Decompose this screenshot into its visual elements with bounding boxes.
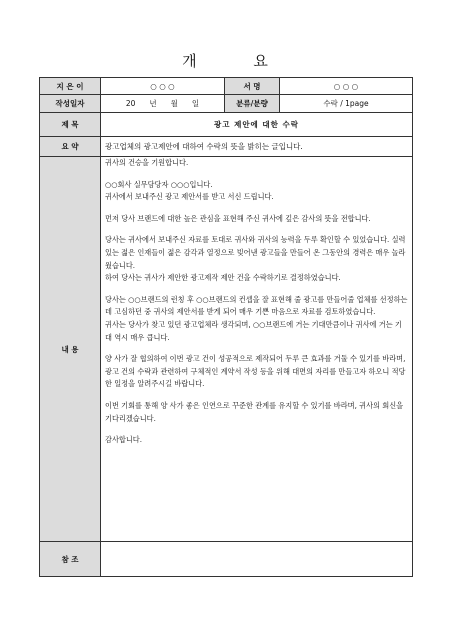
row-reference: [40, 542, 413, 577]
signature-label: 서 명: [225, 78, 280, 95]
date-year-unit: 년: [149, 99, 157, 108]
signature-value: ○ ○ ○: [280, 78, 413, 95]
row-date: [40, 95, 413, 113]
reference-value: [101, 542, 413, 577]
author-value: ○ ○ ○: [101, 78, 225, 95]
date-year: 20: [125, 99, 136, 108]
content-paragraph: 먼저 당사 브랜드에 대한 높은 관심을 표현해 주신 귀사에 깊은 감사의 뜻을 전합니다.: [105, 213, 371, 223]
summary-form-table: [39, 77, 413, 577]
content-label: 내 용: [40, 157, 101, 542]
category-value: 수락 / 1page: [280, 95, 413, 113]
content-paragraph: 귀사의 건승을 기원합니다.: [105, 158, 189, 167]
content-body: [101, 157, 413, 542]
date-day-unit: 일: [191, 99, 200, 108]
row-author: [40, 78, 413, 95]
subject-label: 제 목: [40, 113, 101, 137]
reference-label: 참 조: [40, 542, 101, 577]
category-label: 분류/분량: [225, 95, 280, 113]
content-paragraph: 당사는 귀사에서 보내주신 자료를 토대로 귀사와 귀사의 능력을 두루 확인할 수 있었습니다. 실력 있는 젊은 인재들이 젊은 감각과 열정으로 빚어낸 광고들을 만들어 온 그동안의 경력은 매우 놀라웠습니다. 하여 당사는 귀사가 제안한 광고제작 제안 건을 수락하기로 결정하였습니다.: [105, 235, 406, 283]
row-subject: [40, 113, 413, 137]
date-value: [101, 95, 225, 113]
author-label: 지 은 이: [40, 78, 101, 95]
summary-label: 요 약: [40, 137, 101, 157]
date-month-unit: 월: [170, 99, 178, 108]
content-paragraph: 감사합니다.: [105, 435, 143, 445]
document-title: 개 요: [182, 52, 294, 70]
summary-value: 광고업체의 광고제안에 대하여 수락의 뜻을 밝히는 글입니다.: [101, 137, 413, 157]
content-paragraph: 당사는 ○○브랜드의 런칭 후 ○○브랜드의 컨셉을 잘 표현해 줄 광고를 만들어줄 업체를 선정하는데 고심하던 중 귀사의 제안서를 받게 되어 매우 기쁜 마음으로 자료를 검토하였습니다. 귀사는 당사가 찾고 있던 광고업체라 생각되며, ○○브랜드에 거는 기대만큼이나 귀사에 거는 기대 역시 매우 큽니다.: [105, 294, 408, 342]
content-paragraph: ○○회사 실무담당자 ○○○입니다. 귀사에서 보내주신 광고 제안서를 받고 서신 드립니다.: [105, 179, 274, 202]
content-paragraph: 이번 기회를 통해 양 사가 좋은 인연으로 꾸준한 관계를 유지할 수 있기를 바라며, 귀사의 회신을 기다리겠습니다.: [105, 400, 404, 423]
subject-value: 광고 제안에 대한 수락: [101, 113, 413, 137]
row-summary: [40, 137, 413, 157]
date-label: 작성일자: [40, 95, 101, 113]
row-content: [40, 157, 413, 542]
content-paragraph: 양 사가 잘 협의하여 이번 광고 건이 성공적으로 제작되어 두루 큰 효과를 거둘 수 있기를 바라며, 광고 건의 수락과 관련하여 구체적인 계약서 작성 등을 위해 대면의 자리를 만들고자 하오니 적당한 일정을 알려주시길 바랍니다.: [105, 354, 406, 389]
